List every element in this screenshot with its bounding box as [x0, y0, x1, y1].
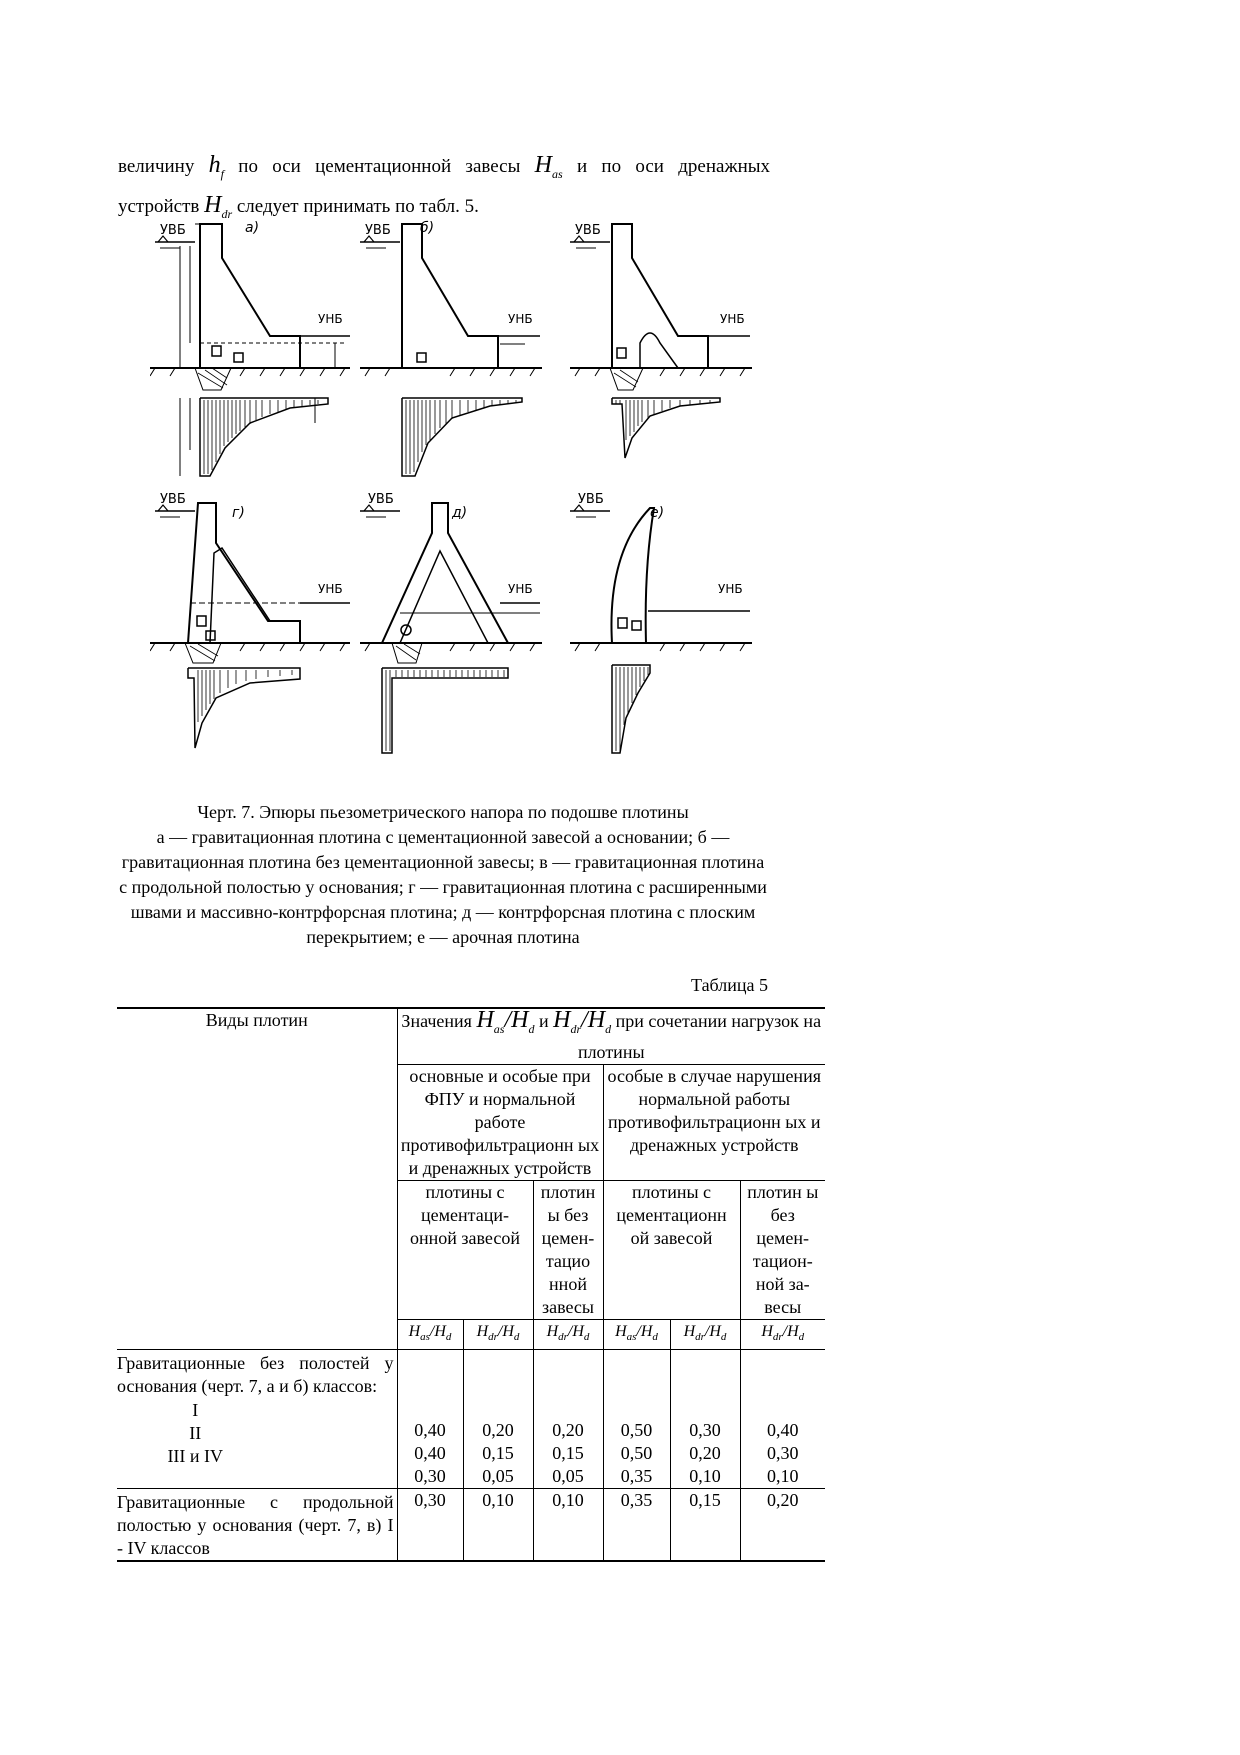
panel-g — [150, 492, 350, 748]
value: 0,15 — [552, 1442, 584, 1463]
caption-title: Черт. 7. Эпюры пьезометрического напора по подошве плотины — [197, 802, 689, 822]
downstream-level-label: УНБ — [720, 312, 745, 326]
value: 0,50 — [620, 1442, 653, 1463]
class-label: III и IV — [167, 1445, 224, 1466]
intro-line-2 — [118, 191, 479, 221]
value: 0,05 — [482, 1465, 514, 1486]
figure-caption — [118, 800, 768, 950]
header-text: Виды плотин — [205, 1010, 308, 1030]
var-hdr — [204, 191, 233, 221]
value: 0,05 — [552, 1465, 584, 1486]
symbol-cell: $H_{as}/H_d$ — [397, 1319, 463, 1349]
value-cell — [670, 1349, 740, 1488]
row-label-text: Гравитационные без полостей у основания (черт. 7, а и б) классов: — [117, 1352, 394, 1396]
symbol-cell: $H_{as}/H_d$ — [603, 1319, 670, 1349]
ratio-hdr-hd: $H_{dr}/H_d$ — [553, 1007, 612, 1036]
panel-letter: б) — [420, 220, 435, 236]
row-label: Гравитационные с продольной полостью у основания (черт. 7, в) I - IV классов — [117, 1488, 397, 1561]
header-text: плотины с цементационн ой завесой — [616, 1181, 727, 1248]
panel-d — [360, 492, 542, 753]
var-symbol: H — [534, 152, 552, 178]
value: 0,40 — [414, 1442, 446, 1463]
row-label — [117, 1349, 397, 1488]
var-symbol: h — [208, 152, 221, 178]
upstream-level-label: УВБ — [578, 492, 604, 507]
value-cell — [397, 1349, 463, 1488]
intro-text: следует принимать по табл. 5. — [236, 195, 479, 217]
upstream-level-label: УВБ — [365, 223, 391, 238]
value: 0,35 — [620, 1465, 653, 1486]
var-sub: dr — [221, 206, 233, 221]
upstream-level-label: УВБ — [575, 223, 601, 238]
value-cell: 0,15 — [670, 1488, 740, 1561]
symbol-cell: $H_{dr}/H_d$ — [740, 1319, 825, 1349]
upstream-level-label: УВБ — [160, 223, 186, 238]
col-sub-without-curtain-1 — [533, 1180, 603, 1319]
panel-letter: г) — [232, 505, 245, 521]
ratio-has-hd: $H_{as}/H_d$ — [476, 1007, 535, 1036]
value: 0,15 — [482, 1442, 514, 1463]
panel-letter: д) — [452, 505, 468, 521]
header-text: плотины с цементаци-онной завесой — [410, 1181, 520, 1248]
panel-v — [570, 223, 752, 458]
panel-b — [360, 220, 542, 476]
value: 0,30 — [414, 1465, 446, 1486]
value: 0,30 — [767, 1442, 799, 1463]
header-text: и — [538, 1011, 549, 1031]
value: 0,20 — [689, 1442, 721, 1463]
class-label: I — [192, 1399, 199, 1420]
value-cell: 0,35 — [603, 1488, 670, 1561]
symbol-cell: $H_{dr}/H_d$ — [463, 1319, 533, 1349]
var-sub: as — [551, 166, 563, 181]
col-group-failure — [603, 1064, 825, 1180]
value: 0,30 — [689, 1419, 721, 1440]
var-sub: f — [220, 166, 224, 181]
var-has — [534, 152, 563, 181]
col-sub-with-curtain-1 — [397, 1180, 533, 1319]
var-symbol: H — [204, 191, 222, 218]
value-cell — [463, 1349, 533, 1488]
value-cell: 0,30 — [397, 1488, 463, 1561]
col-sub-without-curtain-2 — [740, 1180, 825, 1319]
header-text: при сочетании нагрузок на плотины — [577, 1011, 822, 1062]
col-header-values — [397, 1008, 825, 1064]
panel-e — [570, 492, 752, 753]
header-text: плотин ы без цемен-тацион-ной за-весы — [747, 1181, 819, 1317]
col-sub-with-curtain-2 — [603, 1180, 740, 1319]
value: 0,20 — [552, 1419, 584, 1440]
value-cell — [533, 1349, 603, 1488]
panel-a — [150, 220, 350, 476]
figure-piezometric-diagrams — [150, 218, 810, 788]
value: 0,20 — [482, 1419, 514, 1440]
value: 0,10 — [767, 1465, 799, 1486]
value-cell: 0,10 — [533, 1488, 603, 1561]
downstream-level-label: УНБ — [508, 582, 533, 596]
intro-text: устройств — [118, 195, 200, 217]
intro-text: величину — [118, 156, 195, 177]
class-label: II — [189, 1422, 202, 1443]
header-text: плотин ы без цемен-тацио нной завесы — [540, 1181, 596, 1317]
value: 0,50 — [620, 1419, 653, 1440]
table-row — [117, 1349, 825, 1488]
caption-body: а — гравитационная плотина с цементационной завесой а основании; б — гравитационная плотина без цементационной завесы; в — гравитационная плотина с продольной полостью у основания; г — гравитационная плотина с расширенными швами и массивно-контрфорсная плотина; д — контрфорсная плотина с плоским перекрытием; е — арочная плотина — [119, 827, 767, 947]
downstream-level-label: УНБ — [318, 582, 343, 596]
value: 0,10 — [689, 1465, 721, 1486]
panel-letter: е) — [650, 505, 665, 521]
table-5 — [117, 1007, 825, 1562]
header-text: особые в случае нарушения нормальной работы противофильтрационн ых и дренажных устройств — [607, 1065, 821, 1155]
value: 0,40 — [767, 1419, 799, 1440]
intro-text: по оси цементационной завесы — [238, 156, 521, 177]
table-title: Таблица 5 — [691, 975, 768, 995]
symbol-cell: $H_{dr}/H_d$ — [670, 1319, 740, 1349]
col-header-dam-types — [117, 1008, 397, 1349]
downstream-level-label: УНБ — [318, 312, 343, 326]
col-group-normal — [397, 1064, 603, 1180]
value-cell: 0,10 — [463, 1488, 533, 1561]
intro-text: и по оси дренажных — [576, 156, 771, 177]
upstream-level-label: УВБ — [368, 492, 394, 507]
value-cell — [603, 1349, 670, 1488]
table-row — [117, 1488, 825, 1561]
panel-letter: а) — [245, 220, 260, 236]
downstream-level-label: УНБ — [508, 312, 533, 326]
value: 0,40 — [414, 1419, 446, 1440]
value-cell — [740, 1349, 825, 1488]
upstream-level-label: УВБ — [160, 492, 186, 507]
var-hf — [208, 152, 224, 181]
header-text: Значения — [401, 1011, 472, 1031]
value-cell: 0,20 — [740, 1488, 825, 1561]
header-text: основные и особые при ФПУ и нормальной работе противофильтрационн ых и дренажных устройств — [400, 1065, 600, 1178]
symbol-cell: $H_{dr}/H_d$ — [533, 1319, 603, 1349]
intro-line-1 — [118, 150, 770, 190]
downstream-level-label: УНБ — [718, 582, 743, 596]
